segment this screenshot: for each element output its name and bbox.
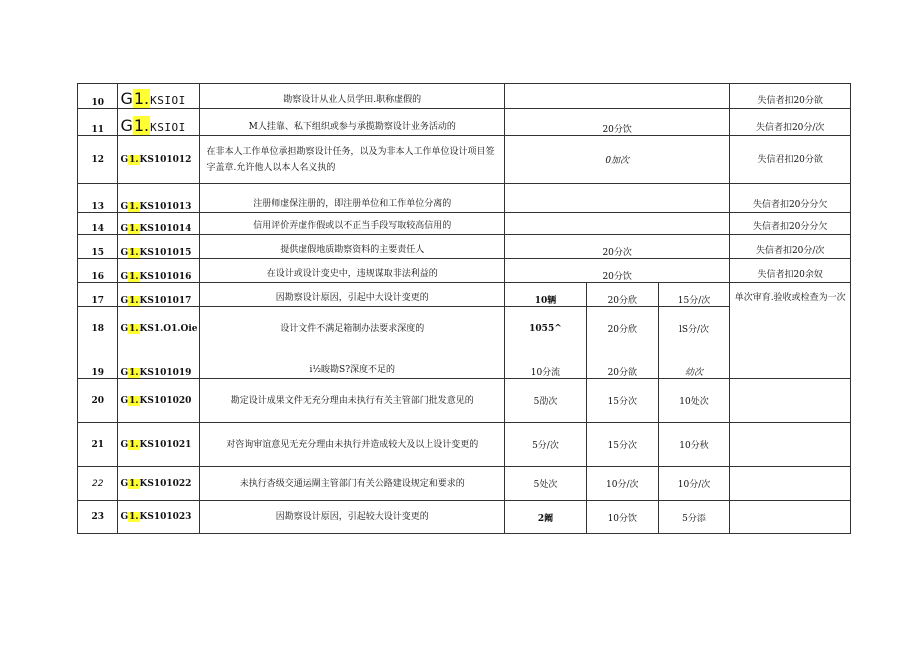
- row-description: i½睃勘S?深度不足的: [200, 351, 505, 379]
- row-score-merged: [504, 84, 729, 109]
- row-number: 21: [78, 423, 118, 467]
- row-note: [730, 501, 851, 534]
- row-score-c: 幼次: [658, 351, 730, 379]
- row-description: 提供虚假地质勘察资料的主要责任人: [200, 235, 505, 259]
- row-description: 在非本人工作单位承担勘察设计任务，以及为非本人工作单位设计项目签字盖章.允许他人以本人名义执的: [200, 136, 505, 184]
- row-code: G1.KS101019: [118, 351, 200, 379]
- row-code: G1.KS101015: [118, 235, 200, 259]
- table-row: [78, 184, 851, 213]
- table-row: [78, 84, 851, 109]
- table-row: [78, 213, 851, 235]
- row-note: 单次审育.验收或检查为一次: [730, 283, 851, 379]
- row-description: 对咨询审谊意见无充分理由未执行并造成较大及以上设计变更的: [200, 423, 505, 467]
- row-score-c: 10分/次: [658, 467, 730, 501]
- row-description: 未执行杳级交通运閘主管部门有关公路建设规定和要求的: [200, 467, 505, 501]
- row-score-b: 15分次: [586, 423, 658, 467]
- row-score-a: 2阚: [504, 501, 586, 534]
- row-code: G1.KS1.O1.Oie: [118, 307, 200, 351]
- row-score-b: 15分次: [586, 379, 658, 423]
- row-number: 10: [78, 84, 118, 109]
- row-score-merged: 20分饮: [504, 259, 729, 283]
- row-code: G1.KSIOI: [118, 109, 200, 136]
- row-note: 失信者扣20分分欠: [730, 184, 851, 213]
- row-number: 22: [78, 467, 118, 501]
- row-score-a: 10辆: [504, 283, 586, 307]
- row-score-a: 5分/次: [504, 423, 586, 467]
- row-score-merged: 20分次: [504, 235, 729, 259]
- row-code: G1.KS101016: [118, 259, 200, 283]
- row-code: G1.KSIOI: [118, 84, 200, 109]
- row-code: G1.KS101021: [118, 423, 200, 467]
- row-code: G1.KS101023: [118, 501, 200, 534]
- row-note: 失信者扣20分/次: [730, 109, 851, 136]
- row-score-b: 10分饮: [586, 501, 658, 534]
- row-number: 12: [78, 136, 118, 184]
- row-description: 勘定设计成果文件无充分理由未执行有关主管部门批发意见的: [200, 379, 505, 423]
- row-description: 注册师虚保注册的，即注册单位和工作单位分离的: [200, 184, 505, 213]
- row-score-c: 15分/次: [658, 283, 730, 307]
- row-note: 失信君扣20分欲: [730, 136, 851, 184]
- table-row: [78, 109, 851, 136]
- row-number: 23: [78, 501, 118, 534]
- row-number: 19: [78, 351, 118, 379]
- row-note: 失信者扣20余奴: [730, 259, 851, 283]
- row-score-b: 20分欣: [586, 307, 658, 351]
- row-description: 在设计或设计变史中，违规谋取非法利益的: [200, 259, 505, 283]
- table-row: [78, 501, 851, 534]
- row-number: 14: [78, 213, 118, 235]
- row-score-merged: 0加次: [504, 136, 729, 184]
- row-note: [730, 379, 851, 423]
- row-score-merged: [504, 184, 729, 213]
- row-number: 16: [78, 259, 118, 283]
- penalty-table: [77, 83, 851, 534]
- row-score-c: 5分添: [658, 501, 730, 534]
- row-code: G1.KS101017: [118, 283, 200, 307]
- row-code: G1.KS101020: [118, 379, 200, 423]
- row-note: [730, 423, 851, 467]
- row-description: M人挂靠、私下组织或参与承揽勘察设计业务活动的: [200, 109, 505, 136]
- row-code: G1.KS101014: [118, 213, 200, 235]
- row-code: G1.KS101013: [118, 184, 200, 213]
- row-score-c: 10分秋: [658, 423, 730, 467]
- row-score-a: 5处次: [504, 467, 586, 501]
- row-description: 勘察设计从业人员学田.职称虚假的: [200, 84, 505, 109]
- row-description: 信用评价弄虚作假或以不正当手段写取较高信用的: [200, 213, 505, 235]
- row-number: 20: [78, 379, 118, 423]
- row-code: G1.KS101022: [118, 467, 200, 501]
- row-number: 15: [78, 235, 118, 259]
- row-description: 因勘察设计原因，引起中大设计变更的: [200, 283, 505, 307]
- row-score-b: 20分欣: [586, 283, 658, 307]
- row-score-a: 10分流: [504, 351, 586, 379]
- row-number: 11: [78, 109, 118, 136]
- table-row: [78, 467, 851, 501]
- row-score-b: 20分欲: [586, 351, 658, 379]
- row-score-merged: 20分饮: [504, 109, 729, 136]
- row-note: 失信者扣20分分欠: [730, 213, 851, 235]
- row-note: 失信者扣20分欲: [730, 84, 851, 109]
- table-row: [78, 259, 851, 283]
- table-row: [78, 379, 851, 423]
- row-number: 18: [78, 307, 118, 351]
- row-note: 失信者扣20分/次: [730, 235, 851, 259]
- row-score-a: 1055^: [504, 307, 586, 351]
- row-score-merged: [504, 213, 729, 235]
- row-number: 13: [78, 184, 118, 213]
- table-row: [78, 423, 851, 467]
- row-description: 设计文件不满足箱制办法要求深度的: [200, 307, 505, 351]
- row-note: [730, 467, 851, 501]
- row-score-b: 10分/次: [586, 467, 658, 501]
- row-score-c: lS分/次: [658, 307, 730, 351]
- table-row: [78, 136, 851, 184]
- table-row: [78, 235, 851, 259]
- row-score-a: 5劭次: [504, 379, 586, 423]
- row-description: 因勘察设计原因，引起较大设计变更的: [200, 501, 505, 534]
- row-score-c: 10处次: [658, 379, 730, 423]
- row-number: 17: [78, 283, 118, 307]
- table-row: [78, 283, 851, 307]
- row-code: G1.KS101012: [118, 136, 200, 184]
